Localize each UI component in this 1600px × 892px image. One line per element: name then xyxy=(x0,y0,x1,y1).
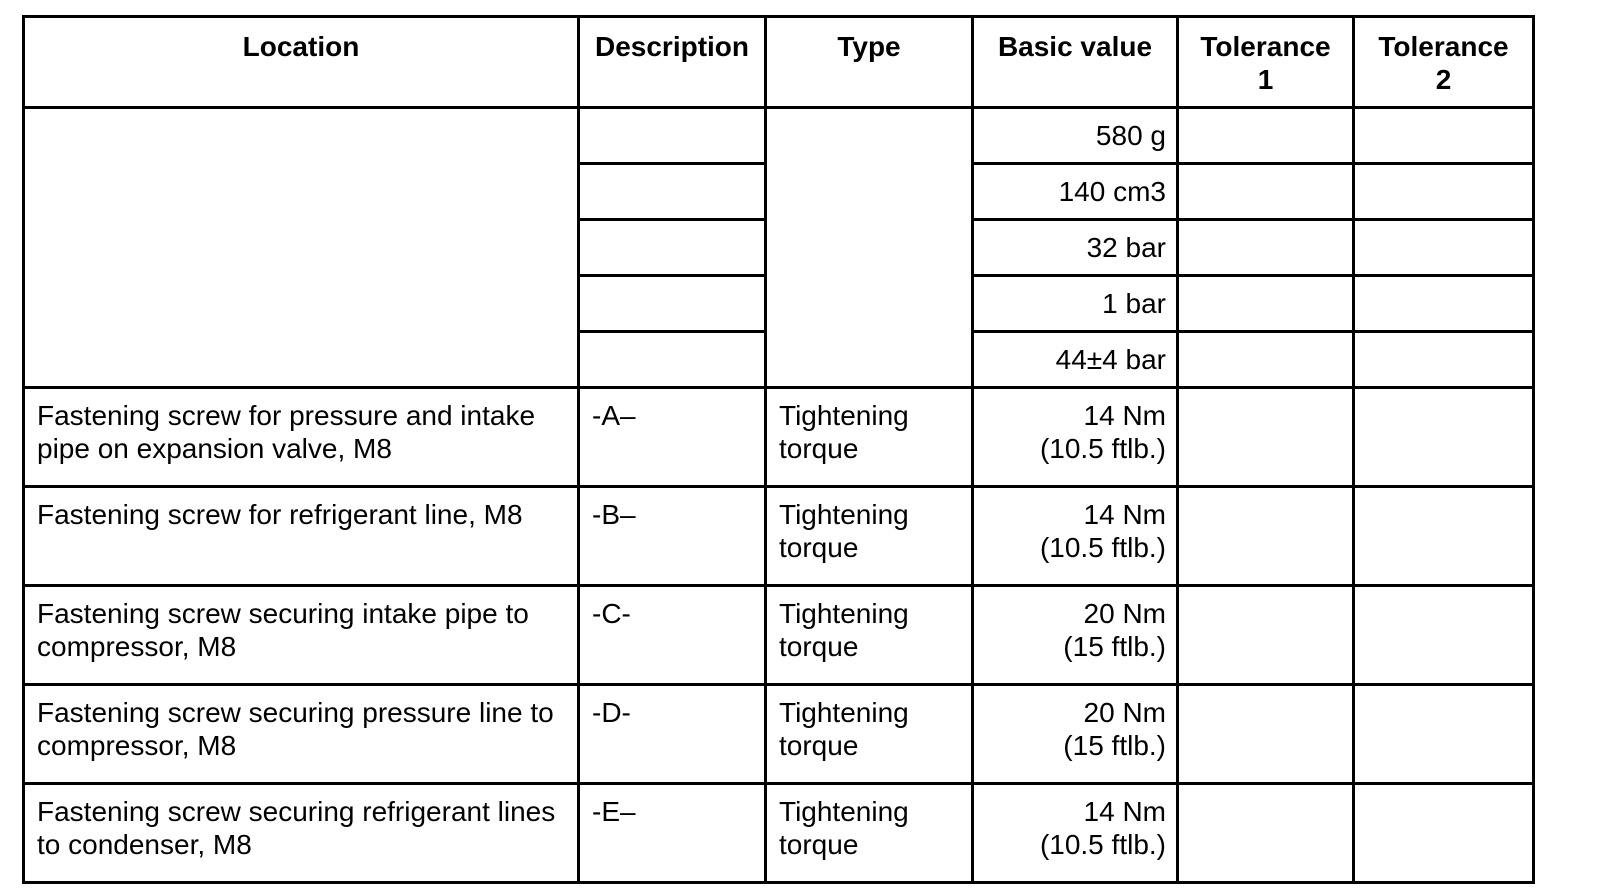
value-metric: 14 Nm xyxy=(1083,499,1166,530)
value-imperial: (10.5 ftlb.) xyxy=(1039,532,1166,563)
tolerance-1-cell xyxy=(1178,276,1354,332)
header-location: Location xyxy=(24,17,579,108)
tolerance-1-cell xyxy=(1178,388,1354,487)
tolerance-2-cell xyxy=(1354,164,1534,220)
value-metric: 20 Nm xyxy=(1083,598,1166,629)
location-cell-empty xyxy=(24,108,579,388)
header-tolerance-2-number: 2 xyxy=(1435,64,1452,95)
description-cell: -E– xyxy=(579,784,766,883)
type-cell: Tightening torque xyxy=(766,388,973,487)
location-cell: Fastening screw for pressure and intake pipe on expansion valve, M8 xyxy=(24,388,579,487)
value-imperial: (10.5 ftlb.) xyxy=(1039,433,1166,464)
header-basic-value: Basic value xyxy=(973,17,1178,108)
basic-value-cell xyxy=(973,586,1178,685)
tolerance-1-cell xyxy=(1178,784,1354,883)
basic-value-cell xyxy=(973,388,1178,487)
value-metric: 14 Nm xyxy=(1083,400,1166,431)
value-metric: 20 Nm xyxy=(1083,697,1166,728)
table-row xyxy=(24,685,1534,784)
tolerance-2-cell xyxy=(1354,388,1534,487)
value-metric: 14 Nm xyxy=(1083,796,1166,827)
header-row xyxy=(24,17,1534,108)
type-cell: Tightening torque xyxy=(766,685,973,784)
tolerance-1-cell xyxy=(1178,685,1354,784)
table-row xyxy=(24,388,1534,487)
tolerance-2-cell xyxy=(1354,784,1534,883)
tolerance-1-cell xyxy=(1178,164,1354,220)
specification-table xyxy=(22,15,1535,884)
tolerance-1-cell xyxy=(1178,108,1354,164)
table-row xyxy=(24,784,1534,883)
description-cell-empty xyxy=(579,276,766,332)
header-tolerance-1 xyxy=(1178,17,1354,108)
basic-value-cell xyxy=(973,784,1178,883)
location-cell: Fastening screw securing pressure line to compressor, M8 xyxy=(24,685,579,784)
basic-value-cell: 1 bar xyxy=(973,276,1178,332)
description-cell: -B– xyxy=(579,487,766,586)
tolerance-1-cell xyxy=(1178,332,1354,388)
header-tolerance-1-number: 1 xyxy=(1257,64,1274,95)
tolerance-1-cell xyxy=(1178,586,1354,685)
tolerance-2-cell xyxy=(1354,220,1534,276)
basic-value-cell: 44±4 bar xyxy=(973,332,1178,388)
table-row xyxy=(24,586,1534,685)
header-tolerance-1-label: Tolerance xyxy=(1200,31,1331,62)
value-imperial: (15 ftlb.) xyxy=(1063,631,1166,662)
basic-value-cell xyxy=(973,685,1178,784)
type-cell: Tightening torque xyxy=(766,784,973,883)
header-type: Type xyxy=(766,17,973,108)
type-cell: Tightening torque xyxy=(766,586,973,685)
tolerance-2-cell xyxy=(1354,276,1534,332)
tolerance-2-cell xyxy=(1354,685,1534,784)
table-row xyxy=(24,108,1534,164)
header-description: Description xyxy=(579,17,766,108)
description-cell: -D- xyxy=(579,685,766,784)
tolerance-2-cell xyxy=(1354,586,1534,685)
value-imperial: (15 ftlb.) xyxy=(1063,730,1166,761)
description-cell-empty xyxy=(579,220,766,276)
description-cell-empty xyxy=(579,164,766,220)
value-imperial: (10.5 ftlb.) xyxy=(1039,829,1166,860)
header-tolerance-2-label: Tolerance xyxy=(1378,31,1509,62)
tolerance-1-cell xyxy=(1178,220,1354,276)
tolerance-2-cell xyxy=(1354,108,1534,164)
basic-value-cell: 140 cm3 xyxy=(973,164,1178,220)
tolerance-1-cell xyxy=(1178,487,1354,586)
table-row xyxy=(24,487,1534,586)
tolerance-2-cell xyxy=(1354,487,1534,586)
basic-value-cell xyxy=(973,487,1178,586)
type-cell: Tightening torque xyxy=(766,487,973,586)
header-tolerance-2 xyxy=(1354,17,1534,108)
location-cell: Fastening screw securing refrigerant lines to condenser, M8 xyxy=(24,784,579,883)
description-cell: -A– xyxy=(579,388,766,487)
description-cell: -C- xyxy=(579,586,766,685)
basic-value-cell: 580 g xyxy=(973,108,1178,164)
description-cell-empty xyxy=(579,108,766,164)
description-cell-empty xyxy=(579,332,766,388)
type-cell-empty xyxy=(766,108,973,388)
location-cell: Fastening screw securing intake pipe to compressor, M8 xyxy=(24,586,579,685)
location-cell: Fastening screw for refrigerant line, M8 xyxy=(24,487,579,586)
basic-value-cell: 32 bar xyxy=(973,220,1178,276)
tolerance-2-cell xyxy=(1354,332,1534,388)
